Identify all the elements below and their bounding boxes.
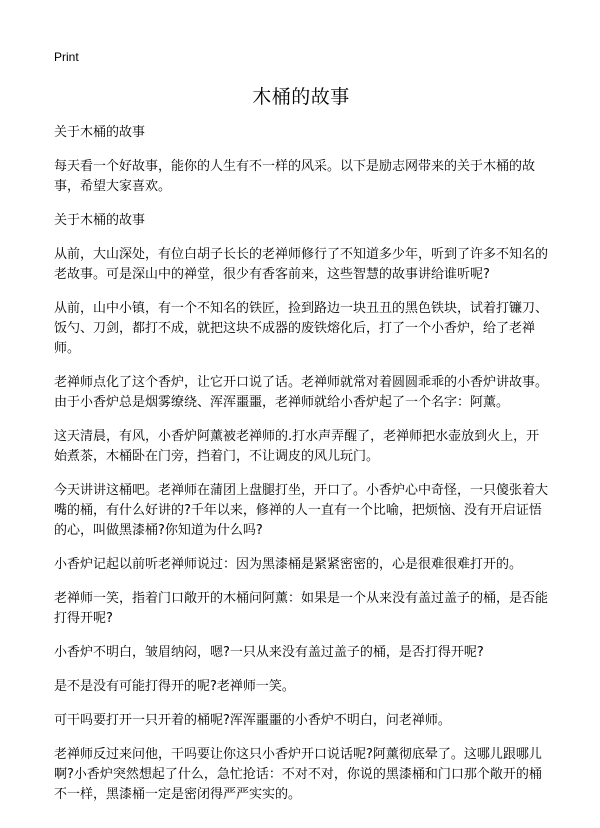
paragraph: 小香炉记起以前听老禅师说过：因为黑漆桶是紧紧密密的，心是很难很难打开的。 (54, 557, 523, 572)
paragraph: 今天讲讲这桶吧。老禅师在蒲团上盘腿打坐，开口了。小香炉心中奇怪，一只傻张着大嘴的桶，有什么好讲的?千年以来，修禅的人一直有一个比喻，把烦恼、没有开启证悟的心，叫做黑漆桶?你知道为什么吗? (54, 483, 549, 538)
paragraph: 这天清晨，有风，小香炉阿薰被老禅师的.打水声弄醒了，老禅师把水壶放到火上，开始煮茶，木桶卧在门旁，挡着门，不让调皮的风儿玩门。 (54, 429, 540, 464)
article-body (54, 123, 548, 805)
paragraph: 关于木桶的故事 (54, 125, 146, 140)
paragraph: 从前，山中小镇，有一个不知名的铁匠，捡到路边一块丑丑的黑色铁块，试着打镰刀、饭勺、刀剑，都打不成，就把这块不成器的废铁熔化后，打了一个小香炉，给了老禅师。 (54, 301, 549, 356)
paragraph: 小香炉不明白，皱眉纳闷，嗯?一只从来没有盖过盖子的桶，是否打得开呢? (54, 645, 484, 660)
paragraph: 每天看一个好故事，能你的人生有不一样的风采。以下是励志网带来的关于木桶的故事，希望大家喜欢。 (54, 159, 536, 194)
paragraph: 可干吗要打开一只开着的桶呢?浑浑噩噩的小香炉不明白，问老禅师。 (54, 713, 451, 728)
paragraph: 老禅师点化了这个香炉，让它开口说了话。老禅师就常对着圆圆乖乖的小香炉讲故事。由于小香炉总是烟雾缭绕、浑浑噩噩，老禅师就给小香炉起了一个名字：阿薰。 (54, 375, 549, 410)
paragraph: 老禅师一笑，指着门口敞开的木桶问阿薰：如果是一个从来没有盖过盖子的桶，是否能打得开呢? (54, 591, 549, 626)
page-title: 木桶的故事 (252, 86, 350, 108)
paragraph: 关于木桶的故事 (54, 213, 146, 228)
paragraph: 从前，大山深处，有位白胡子长长的老禅师修行了不知道多少年，听到了许多不知名的老故事。可是深山中的禅堂，很少有香客前来，这些智慧的故事讲给谁听呢? (54, 247, 549, 282)
print-link[interactable]: Print (54, 50, 79, 64)
paragraph: 老禅师反过来问他，干吗要让你这只小香炉开口说话呢?阿薰彻底晕了。这哪儿跟哪儿啊?小香炉突然想起了什么，急忙抢话：不对不对，你说的黑漆桶和门口那个敞开的桶不一样，黑漆桶一定是密闭得严严实实的。 (54, 747, 542, 802)
paragraph: 是不是没有可能打得开的呢?老禅师一笑。 (54, 679, 295, 694)
